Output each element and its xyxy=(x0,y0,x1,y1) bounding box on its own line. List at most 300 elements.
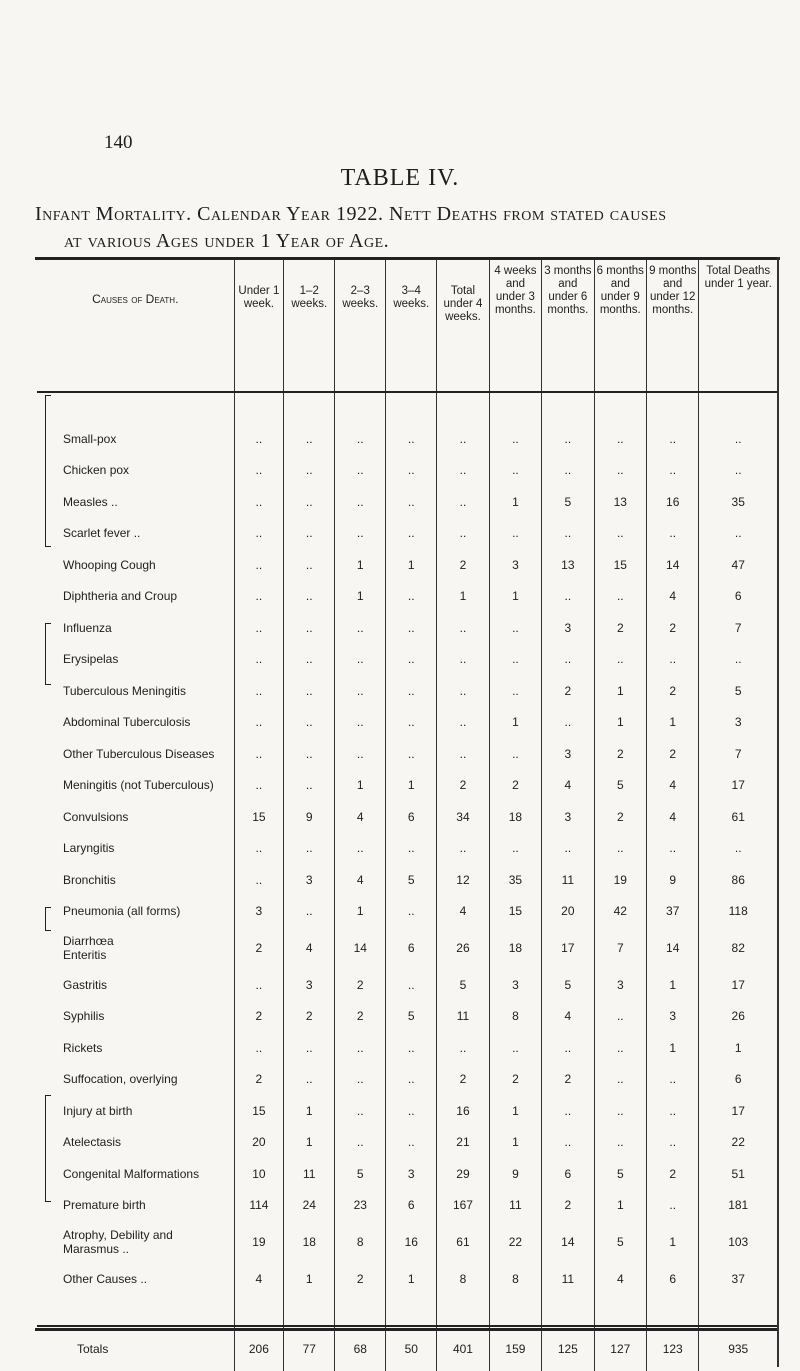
table-row xyxy=(37,896,777,928)
cause-cell xyxy=(37,1190,234,1222)
value-cell: .. xyxy=(489,833,541,865)
value-cell: .. xyxy=(542,423,594,455)
spacer-cell xyxy=(37,392,234,423)
column-header: 2–3 weeks. xyxy=(335,260,386,392)
cause-cell xyxy=(37,1263,234,1295)
value-cell: .. xyxy=(284,675,335,707)
value-cell: 4 xyxy=(647,801,699,833)
value-cell: 5 xyxy=(699,675,777,707)
value-cell: 2 xyxy=(335,1263,386,1295)
value-cell: 2 xyxy=(594,738,646,770)
table-subtitle-line-1: Infant Mortality. Calendar Year 1922. Nett Deaths from stated causes xyxy=(35,203,667,225)
value-cell: 29 xyxy=(437,1158,489,1190)
cause-cell xyxy=(37,581,234,613)
value-cell: 1 xyxy=(335,549,386,581)
value-cell: 14 xyxy=(335,927,386,969)
value-cell: 9 xyxy=(284,801,335,833)
value-cell: 1 xyxy=(489,1095,541,1127)
value-cell: 2 xyxy=(335,1001,386,1033)
cause-label: Atelectasis xyxy=(63,1135,122,1150)
value-cell: 1 xyxy=(699,1032,777,1064)
value-cell: .. xyxy=(335,1032,386,1064)
value-cell: 1 xyxy=(335,581,386,613)
value-cell: 19 xyxy=(234,1221,284,1263)
value-cell: 1 xyxy=(594,675,646,707)
value-cell: 20 xyxy=(234,1127,284,1159)
value-cell: .. xyxy=(594,581,646,613)
value-cell: 24 xyxy=(284,1190,335,1222)
value-cell: .. xyxy=(386,612,437,644)
value-cell: 6 xyxy=(647,1263,699,1295)
cause-label: Suffocation, overlying xyxy=(63,1072,178,1087)
cause-cell xyxy=(37,896,234,928)
value-cell: .. xyxy=(234,1032,284,1064)
value-cell: 5 xyxy=(386,1001,437,1033)
cause-cell xyxy=(37,707,234,739)
value-cell: 206 xyxy=(234,1326,284,1371)
value-cell: 4 xyxy=(335,801,386,833)
value-cell: 1 xyxy=(647,707,699,739)
cause-label: Influenza xyxy=(63,620,112,635)
cause-cell xyxy=(37,1001,234,1033)
column-header: 6 months and under 9 months. xyxy=(594,260,646,392)
value-cell: 103 xyxy=(699,1221,777,1263)
table-row xyxy=(37,1001,777,1033)
spacer-cell xyxy=(699,392,777,423)
value-cell: 11 xyxy=(542,864,594,896)
value-cell: 1 xyxy=(386,549,437,581)
value-cell: 1 xyxy=(647,1221,699,1263)
column-header: Causes of Death. xyxy=(92,292,179,306)
value-cell: .. xyxy=(234,675,284,707)
value-cell: .. xyxy=(386,518,437,550)
cause-cell xyxy=(37,833,234,865)
cause-label: Erysipelas xyxy=(63,652,119,667)
column-header: Total Deaths under 1 year. xyxy=(699,260,777,392)
value-cell: 26 xyxy=(437,927,489,969)
cause-label-second-line: Enteritis xyxy=(63,948,107,962)
value-cell: 6 xyxy=(386,801,437,833)
value-cell: 4 xyxy=(542,770,594,802)
value-cell: 22 xyxy=(699,1127,777,1159)
value-cell: 34 xyxy=(437,801,489,833)
value-cell: 1 xyxy=(386,1263,437,1295)
value-cell: 6 xyxy=(699,1064,777,1096)
value-cell: 3 xyxy=(542,738,594,770)
value-cell: .. xyxy=(335,1127,386,1159)
table-row xyxy=(37,864,777,896)
table-row xyxy=(37,801,777,833)
table-row xyxy=(37,707,777,739)
value-cell: .. xyxy=(284,455,335,487)
spacer-cell xyxy=(437,392,489,423)
value-cell: .. xyxy=(699,518,777,550)
value-cell: 5 xyxy=(594,770,646,802)
value-cell: 14 xyxy=(647,549,699,581)
spacer-cell xyxy=(594,392,646,423)
value-cell: 26 xyxy=(699,1001,777,1033)
value-cell: .. xyxy=(284,896,335,928)
value-cell: 1 xyxy=(647,969,699,1001)
value-cell: .. xyxy=(386,833,437,865)
value-cell: .. xyxy=(234,581,284,613)
value-cell: 3 xyxy=(647,1001,699,1033)
cause-cell xyxy=(37,1064,234,1096)
cause-label: Other Tuberculous Diseases xyxy=(63,746,215,761)
value-cell: .. xyxy=(699,455,777,487)
value-cell: .. xyxy=(594,1064,646,1096)
cause-label: Laryngitis xyxy=(63,841,115,856)
cause-label: Meningitis (not Tuberculous) xyxy=(63,778,214,793)
value-cell: 2 xyxy=(542,1064,594,1096)
value-cell: 1 xyxy=(437,581,489,613)
table-row xyxy=(37,770,777,802)
value-cell: .. xyxy=(489,644,541,676)
cause-label: Diphtheria and Croup xyxy=(63,589,178,604)
value-cell: .. xyxy=(542,1127,594,1159)
value-cell: 1 xyxy=(284,1263,335,1295)
totals-row xyxy=(37,1326,777,1371)
value-cell: .. xyxy=(647,455,699,487)
value-cell: .. xyxy=(437,455,489,487)
cause-label: Diarrhœa xyxy=(63,934,114,948)
table-row xyxy=(37,644,777,676)
value-cell: 68 xyxy=(335,1326,386,1371)
table-row xyxy=(37,1221,777,1263)
value-cell: .. xyxy=(335,1095,386,1127)
value-cell: .. xyxy=(699,644,777,676)
value-cell: 15 xyxy=(489,896,541,928)
value-cell: .. xyxy=(489,675,541,707)
value-cell: 1 xyxy=(594,707,646,739)
column-header: Under 1 week. xyxy=(234,260,284,392)
value-cell: .. xyxy=(234,864,284,896)
column-header: 1–2 weeks. xyxy=(284,260,335,392)
spacer-cell xyxy=(386,392,437,423)
column-header: 3–4 weeks. xyxy=(386,260,437,392)
value-cell: 1 xyxy=(335,896,386,928)
value-cell: .. xyxy=(284,518,335,550)
table-title: TABLE IV. xyxy=(340,165,460,191)
value-cell: 61 xyxy=(437,1221,489,1263)
table-row xyxy=(37,455,777,487)
table-row xyxy=(37,1263,777,1295)
value-cell: 4 xyxy=(647,581,699,613)
cause-label: Abdominal Tuberculosis xyxy=(63,715,191,730)
value-cell: 123 xyxy=(647,1326,699,1371)
table-bottom-rule xyxy=(35,1328,777,1331)
value-cell: .. xyxy=(594,833,646,865)
value-cell: .. xyxy=(489,612,541,644)
cause-label: Scarlet fever .. xyxy=(63,526,141,541)
value-cell: .. xyxy=(437,833,489,865)
cause-cell xyxy=(37,644,234,676)
value-cell: .. xyxy=(284,1032,335,1064)
table-row xyxy=(37,1032,777,1064)
spacer-cell xyxy=(542,1295,594,1326)
value-cell: 14 xyxy=(542,1221,594,1263)
spacer-cell xyxy=(335,1295,386,1326)
value-cell: .. xyxy=(386,423,437,455)
value-cell: 11 xyxy=(284,1158,335,1190)
value-cell: .. xyxy=(437,518,489,550)
value-cell: .. xyxy=(335,738,386,770)
cause-cell xyxy=(37,675,234,707)
value-cell: 6 xyxy=(542,1158,594,1190)
column-header: 9 months and under 12 months. xyxy=(647,260,699,392)
cause-label: Gastritis xyxy=(63,977,108,992)
value-cell: .. xyxy=(386,644,437,676)
value-cell: 3 xyxy=(542,612,594,644)
value-cell: 3 xyxy=(284,864,335,896)
value-cell: .. xyxy=(335,1064,386,1096)
value-cell: .. xyxy=(335,518,386,550)
cause-label: Syphilis xyxy=(63,1009,105,1024)
group-brace xyxy=(45,907,51,931)
value-cell: 2 xyxy=(437,770,489,802)
value-cell: 3 xyxy=(489,969,541,1001)
value-cell: 11 xyxy=(542,1263,594,1295)
value-cell: 5 xyxy=(594,1221,646,1263)
value-cell: .. xyxy=(234,455,284,487)
group-brace xyxy=(45,395,51,547)
value-cell: .. xyxy=(386,581,437,613)
value-cell: 2 xyxy=(594,801,646,833)
value-cell: .. xyxy=(234,423,284,455)
cause-label: Convulsions xyxy=(63,809,129,824)
cause-cell xyxy=(37,486,234,518)
value-cell: 2 xyxy=(489,770,541,802)
value-cell: .. xyxy=(542,1095,594,1127)
value-cell: 4 xyxy=(284,927,335,969)
table-subtitle-line-2: at various Ages under 1 Year of Age. xyxy=(64,230,390,252)
value-cell: 14 xyxy=(647,927,699,969)
value-cell: .. xyxy=(647,518,699,550)
value-cell: .. xyxy=(489,738,541,770)
value-cell: .. xyxy=(234,738,284,770)
value-cell: .. xyxy=(386,1064,437,1096)
value-cell: 5 xyxy=(437,969,489,1001)
value-cell: 1 xyxy=(284,1095,335,1127)
value-cell: 5 xyxy=(386,864,437,896)
column-header: 3 months and under 6 months. xyxy=(542,260,594,392)
value-cell: .. xyxy=(647,644,699,676)
cause-label: Atrophy, Debility and xyxy=(63,1228,173,1242)
value-cell: .. xyxy=(284,549,335,581)
value-cell: .. xyxy=(594,1001,646,1033)
table-row xyxy=(37,675,777,707)
value-cell: .. xyxy=(542,644,594,676)
cause-cell xyxy=(37,1221,234,1263)
value-cell: .. xyxy=(386,738,437,770)
value-cell: 1 xyxy=(489,581,541,613)
value-cell: .. xyxy=(284,486,335,518)
value-cell: 1 xyxy=(594,1190,646,1222)
value-cell: 9 xyxy=(489,1158,541,1190)
table-row xyxy=(37,969,777,1001)
value-cell: 1 xyxy=(335,770,386,802)
table-row xyxy=(37,1158,777,1190)
value-cell: 127 xyxy=(594,1326,646,1371)
value-cell: .. xyxy=(284,644,335,676)
value-cell: .. xyxy=(284,581,335,613)
value-cell: 19 xyxy=(594,864,646,896)
value-cell: 1 xyxy=(489,1127,541,1159)
value-cell: .. xyxy=(386,1032,437,1064)
cause-label: Rickets xyxy=(63,1040,103,1055)
cause-cell xyxy=(37,455,234,487)
cause-label: Bronchitis xyxy=(63,872,116,887)
spacer-cell xyxy=(386,1295,437,1326)
value-cell: 4 xyxy=(437,896,489,928)
cause-label: Premature birth xyxy=(63,1198,146,1213)
value-cell: 77 xyxy=(284,1326,335,1371)
value-cell: 16 xyxy=(647,486,699,518)
value-cell: .. xyxy=(647,1190,699,1222)
value-cell: 7 xyxy=(594,927,646,969)
value-cell: 118 xyxy=(699,896,777,928)
value-cell: 1 xyxy=(647,1032,699,1064)
value-cell: .. xyxy=(335,612,386,644)
value-cell: .. xyxy=(489,518,541,550)
value-cell: 7 xyxy=(699,738,777,770)
cause-cell xyxy=(37,518,234,550)
value-cell: 2 xyxy=(647,738,699,770)
table-row xyxy=(37,1190,777,1222)
cause-label: Chicken pox xyxy=(63,463,130,478)
value-cell: 5 xyxy=(594,1158,646,1190)
value-cell: .. xyxy=(335,675,386,707)
cause-label: Whooping Cough xyxy=(63,557,156,572)
value-cell: .. xyxy=(647,1064,699,1096)
value-cell: 35 xyxy=(489,864,541,896)
value-cell: 3 xyxy=(699,707,777,739)
value-cell: 5 xyxy=(542,969,594,1001)
value-cell: 2 xyxy=(594,612,646,644)
value-cell: .. xyxy=(386,896,437,928)
cause-label: Injury at birth xyxy=(63,1103,133,1118)
value-cell: 2 xyxy=(234,927,284,969)
value-cell: 10 xyxy=(234,1158,284,1190)
cause-cell xyxy=(37,612,234,644)
cause-cell xyxy=(37,801,234,833)
value-cell: .. xyxy=(699,833,777,865)
value-cell: .. xyxy=(647,1095,699,1127)
value-cell: .. xyxy=(234,833,284,865)
value-cell: 2 xyxy=(489,1064,541,1096)
value-cell: .. xyxy=(386,486,437,518)
value-cell: 2 xyxy=(437,549,489,581)
table-row xyxy=(37,549,777,581)
value-cell: 16 xyxy=(386,1221,437,1263)
spacer-cell xyxy=(284,1295,335,1326)
value-cell: .. xyxy=(542,581,594,613)
value-cell: .. xyxy=(594,518,646,550)
value-cell: .. xyxy=(386,675,437,707)
header-row xyxy=(37,260,777,392)
value-cell: 35 xyxy=(699,486,777,518)
value-cell: .. xyxy=(386,707,437,739)
value-cell: .. xyxy=(234,518,284,550)
value-cell: .. xyxy=(234,644,284,676)
value-cell: 15 xyxy=(234,1095,284,1127)
value-cell: 8 xyxy=(489,1263,541,1295)
infant-mortality-table xyxy=(37,260,777,1371)
value-cell: 6 xyxy=(699,581,777,613)
value-cell: .. xyxy=(542,707,594,739)
cause-cell xyxy=(37,549,234,581)
value-cell: .. xyxy=(437,1032,489,1064)
value-cell: 2 xyxy=(234,1001,284,1033)
cause-label: Measles .. xyxy=(63,494,118,509)
cause-label: Pneumonia (all forms) xyxy=(63,904,181,919)
value-cell: 47 xyxy=(699,549,777,581)
value-cell: .. xyxy=(284,738,335,770)
value-cell: .. xyxy=(542,833,594,865)
value-cell: 18 xyxy=(284,1221,335,1263)
value-cell: .. xyxy=(234,707,284,739)
value-cell: .. xyxy=(594,644,646,676)
value-cell: 11 xyxy=(489,1190,541,1222)
value-cell: 9 xyxy=(647,864,699,896)
value-cell: .. xyxy=(437,423,489,455)
value-cell: .. xyxy=(542,1032,594,1064)
value-cell: 7 xyxy=(699,612,777,644)
spacer-cell xyxy=(489,1295,541,1326)
value-cell: .. xyxy=(437,675,489,707)
value-cell: 1 xyxy=(489,486,541,518)
value-cell: 13 xyxy=(542,549,594,581)
value-cell: .. xyxy=(284,833,335,865)
value-cell: 11 xyxy=(437,1001,489,1033)
value-cell: 1 xyxy=(386,770,437,802)
value-cell: .. xyxy=(386,1127,437,1159)
value-cell: 1 xyxy=(284,1127,335,1159)
cause-cell xyxy=(37,969,234,1001)
spacer-cell xyxy=(647,392,699,423)
value-cell: .. xyxy=(437,486,489,518)
cause-label: Tuberculous Meningitis xyxy=(63,683,186,698)
cause-cell xyxy=(37,1326,234,1371)
value-cell: .. xyxy=(335,644,386,676)
table-body xyxy=(37,392,777,1371)
value-cell: 18 xyxy=(489,801,541,833)
value-cell: .. xyxy=(647,423,699,455)
value-cell: .. xyxy=(489,423,541,455)
value-cell: 6 xyxy=(386,1190,437,1222)
value-cell: 21 xyxy=(437,1127,489,1159)
value-cell: .. xyxy=(386,969,437,1001)
cause-label-second-line: Marasmus .. xyxy=(63,1242,130,1256)
value-cell: 17 xyxy=(699,969,777,1001)
table-row xyxy=(37,423,777,455)
spacer-cell xyxy=(234,1295,284,1326)
value-cell: 3 xyxy=(386,1158,437,1190)
value-cell: .. xyxy=(335,423,386,455)
value-cell: .. xyxy=(284,707,335,739)
value-cell: 15 xyxy=(594,549,646,581)
page-number: 140 xyxy=(104,132,133,153)
table-row xyxy=(37,518,777,550)
value-cell: 401 xyxy=(437,1326,489,1371)
value-cell: 15 xyxy=(234,801,284,833)
value-cell: 2 xyxy=(284,1001,335,1033)
spacer-cell xyxy=(594,1295,646,1326)
spacer-row xyxy=(37,392,777,423)
cause-cell xyxy=(37,1127,234,1159)
value-cell: 125 xyxy=(542,1326,594,1371)
cause-cell xyxy=(37,1095,234,1127)
